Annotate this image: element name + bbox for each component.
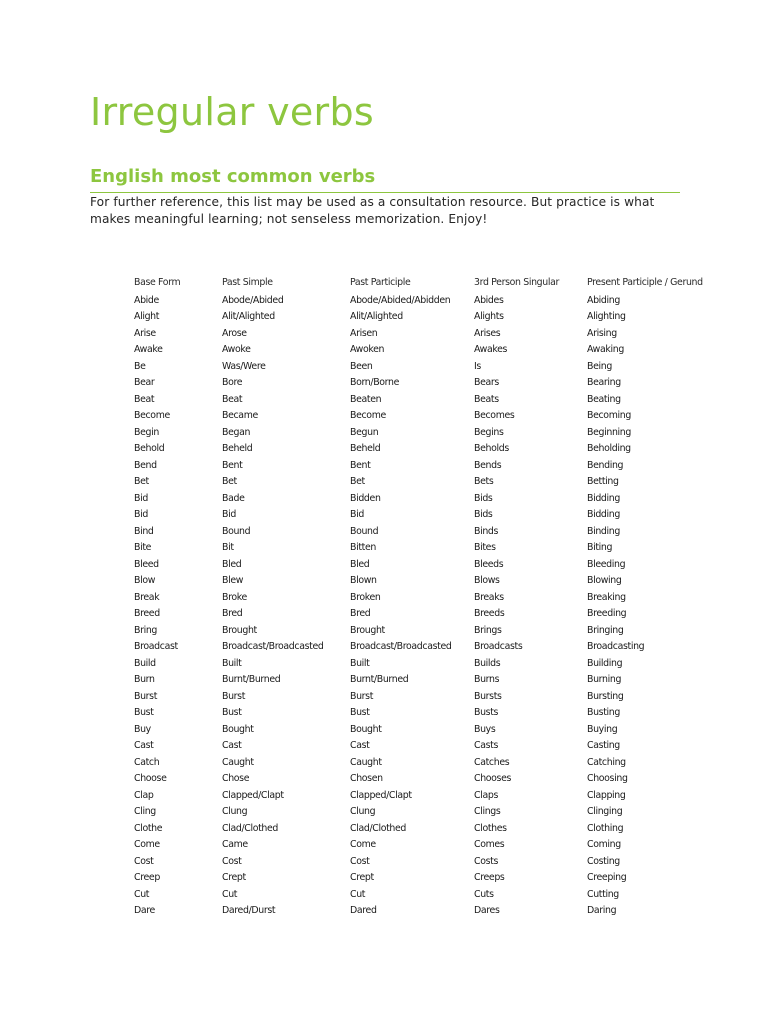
table-row [134,457,703,474]
cell-present-participle: Clinging [587,806,623,818]
cell-past-participle: Burst [350,690,374,702]
table-row [134,375,703,392]
cell-past-participle: Bled [350,558,370,570]
column-header-past-simple: Past Simple [222,277,273,288]
cell-past-simple: Cost [222,855,242,867]
cell-past-participle: Broadcast/Broadcasted [350,641,452,653]
cell-present-participle: Awaking [587,344,624,356]
table-row [134,804,703,821]
table-row [134,309,703,326]
cell-past-participle: Become [350,410,386,422]
cell-past-participle: Bitten [350,542,376,554]
cell-third-person-singular: Becomes [474,410,515,422]
cell-third-person-singular: Bursts [474,690,502,702]
cell-third-person-singular: Comes [474,839,505,851]
cell-past-participle: Bid [350,509,364,521]
cell-third-person-singular: Casts [474,740,498,752]
table-row [134,886,703,903]
subtitle-divider [90,192,680,193]
cell-past-simple: Beat [222,393,243,405]
cell-base-form: Bear [134,377,155,389]
cell-present-participle: Bursting [587,690,624,702]
cell-present-participle: Binding [587,525,620,537]
cell-base-form: Come [134,839,160,851]
table-row [134,903,703,920]
cell-present-participle: Broadcasting [587,641,645,653]
cell-past-simple: Built [222,657,242,669]
cell-third-person-singular: Arises [474,327,501,339]
cell-past-simple: Was/Were [222,360,266,372]
cell-base-form: Behold [134,443,165,455]
table-row [134,507,703,524]
cell-third-person-singular: Costs [474,855,498,867]
cell-base-form: Creep [134,872,160,884]
cell-third-person-singular: Begins [474,426,504,438]
cell-base-form: Buy [134,723,151,735]
table-header [134,274,703,291]
cell-base-form: Bet [134,476,149,488]
cell-base-form: Choose [134,773,167,785]
cell-past-participle: Awoken [350,344,385,356]
cell-base-form: Breed [134,608,160,620]
cell-present-participle: Breaking [587,591,626,603]
cell-present-participle: Arising [587,327,617,339]
cell-present-participle: Betting [587,476,619,488]
cell-past-simple: Crept [222,872,246,884]
cell-base-form: Cost [134,855,154,867]
cell-present-participle: Being [587,360,612,372]
cell-past-simple: Cut [222,888,238,900]
cell-third-person-singular: Cuts [474,888,494,900]
cell-past-participle: Clapped/Clapt [350,789,412,801]
cell-past-participle: Bought [350,723,382,735]
cell-past-simple: Dared/Durst [222,905,276,917]
cell-third-person-singular: Claps [474,789,498,801]
cell-third-person-singular: Broadcasts [474,641,523,653]
cell-past-participle: Caught [350,756,382,768]
table-row [134,606,703,623]
cell-present-participle: Cutting [587,888,619,900]
cell-past-simple: Bred [222,608,243,620]
cell-base-form: Build [134,657,156,669]
cell-present-participle: Choosing [587,773,628,785]
cell-base-form: Bleed [134,558,159,570]
cell-base-form: Bid [134,492,148,504]
cell-third-person-singular: Buys [474,723,496,735]
table-row [134,441,703,458]
table-row [134,738,703,755]
cell-base-form: Arise [134,327,156,339]
table-row [134,688,703,705]
cell-past-simple: Caught [222,756,254,768]
table-row [134,490,703,507]
cell-third-person-singular: Clings [474,806,501,818]
cell-present-participle: Abiding [587,294,620,306]
cell-present-participle: Bringing [587,624,624,636]
cell-third-person-singular: Chooses [474,773,512,785]
cell-base-form: Bite [134,542,152,554]
cell-past-simple: Cast [222,740,242,752]
cell-base-form: Cast [134,740,154,752]
cell-third-person-singular: Bites [474,542,496,554]
cell-past-simple: Bled [222,558,242,570]
cell-base-form: Bind [134,525,154,537]
table-row [134,870,703,887]
cell-third-person-singular: Beholds [474,443,509,455]
cell-past-simple: Bade [222,492,245,504]
cell-third-person-singular: Alights [474,311,504,323]
cell-past-simple: Broke [222,591,247,603]
cell-past-simple: Abode/Abided [222,294,284,306]
cell-base-form: Alight [134,311,160,323]
cell-past-participle: Been [350,360,373,372]
cell-present-participle: Blowing [587,575,622,587]
table-row [134,291,703,309]
cell-past-simple: Awoke [222,344,251,356]
cell-third-person-singular: Catches [474,756,510,768]
cell-third-person-singular: Builds [474,657,501,669]
cell-base-form: Abide [134,294,159,306]
cell-past-simple: Bore [222,377,243,389]
table-row [134,672,703,689]
cell-base-form: Be [134,360,146,372]
table-row [134,325,703,342]
cell-third-person-singular: Beats [474,393,499,405]
cell-base-form: Break [134,591,160,603]
cell-base-form: Bring [134,624,158,636]
column-header-past-participle: Past Participle [350,277,411,288]
cell-present-participle: Bidding [587,509,620,521]
cell-base-form: Catch [134,756,160,768]
cell-present-participle: Catching [587,756,626,768]
cell-third-person-singular: Awakes [474,344,508,356]
cell-third-person-singular: Bears [474,377,499,389]
cell-base-form: Begin [134,426,159,438]
cell-present-participle: Bearing [587,377,621,389]
table-row [134,408,703,425]
cell-third-person-singular: Blows [474,575,500,587]
cell-base-form: Dare [134,905,155,917]
cell-past-simple: Clung [222,806,248,818]
cell-past-simple: Came [222,839,248,851]
cell-base-form: Cling [134,806,156,818]
cell-past-simple: Clapped/Clapt [222,789,284,801]
page-subtitle: English most common verbs [90,166,376,187]
cell-past-participle: Dared [350,905,377,917]
table-row [134,787,703,804]
table-row [134,424,703,441]
table-row [134,639,703,656]
table-row [134,474,703,491]
cell-third-person-singular: Brings [474,624,502,636]
table-row [134,837,703,854]
table-row [134,358,703,375]
cell-past-participle: Blown [350,575,377,587]
cell-past-simple: Bet [222,476,237,488]
cell-past-participle: Bred [350,608,371,620]
cell-third-person-singular: Bleeds [474,558,504,570]
table-row [134,754,703,771]
table-row [134,721,703,738]
cell-third-person-singular: Burns [474,674,500,686]
cell-third-person-singular: Binds [474,525,499,537]
cell-third-person-singular: Bends [474,459,502,471]
cell-third-person-singular: Busts [474,707,499,719]
cell-past-simple: Burst [222,690,246,702]
cell-past-simple: Beheld [222,443,253,455]
cell-past-simple: Arose [222,327,247,339]
cell-present-participle: Bleeding [587,558,626,570]
cell-present-participle: Biting [587,542,613,554]
cell-third-person-singular: Dares [474,905,500,917]
irregular-verbs-table [134,274,703,919]
cell-past-simple: Alit/Alighted [222,311,275,323]
cell-third-person-singular: Breeds [474,608,505,620]
page-title: Irregular verbs [90,90,374,134]
cell-past-simple: Bit [222,542,234,554]
cell-past-simple: Burnt/Burned [222,674,281,686]
cell-third-person-singular: Clothes [474,822,507,834]
table-row [134,589,703,606]
table-row [134,771,703,788]
table-row [134,556,703,573]
cell-third-person-singular: Bids [474,509,493,521]
cell-past-simple: Began [222,426,251,438]
column-header-base-form: Base Form [134,277,181,288]
cell-past-simple: Bust [222,707,242,719]
table-body [134,291,703,919]
cell-present-participle: Busting [587,707,620,719]
intro-paragraph: For further reference, this list may be used as a consultation resource. But practice is what makes meaningful learning; not senseless memorization. Enjoy! [90,195,655,226]
table-header-row [134,274,703,291]
cell-past-simple: Blew [222,575,244,587]
cell-past-simple: Bought [222,723,254,735]
cell-past-participle: Cut [350,888,366,900]
table-row [134,523,703,540]
table-row [134,820,703,837]
table-row [134,655,703,672]
cell-past-participle: Clung [350,806,376,818]
cell-present-participle: Clothing [587,822,624,834]
cell-present-participle: Beginning [587,426,631,438]
table-row [134,622,703,639]
cell-third-person-singular: Bids [474,492,493,504]
cell-present-participle: Coming [587,839,621,851]
cell-past-participle: Cost [350,855,370,867]
cell-base-form: Beat [134,393,155,405]
table-row [134,540,703,557]
cell-base-form: Bust [134,707,154,719]
cell-past-participle: Born/Borne [350,377,400,389]
cell-base-form: Become [134,410,170,422]
column-header-present-participle: Present Participle / Gerund [587,277,703,288]
cell-past-simple: Clad/Clothed [222,822,279,834]
cell-past-participle: Arisen [350,327,378,339]
cell-past-participle: Come [350,839,376,851]
cell-present-participle: Bending [587,459,624,471]
cell-past-participle: Crept [350,872,374,884]
cell-present-participle: Alighting [587,311,626,323]
cell-past-participle: Clad/Clothed [350,822,407,834]
cell-base-form: Bend [134,459,157,471]
cell-present-participle: Daring [587,905,617,917]
cell-past-participle: Bet [350,476,365,488]
cell-base-form: Burst [134,690,158,702]
cell-past-participle: Begun [350,426,379,438]
cell-base-form: Bid [134,509,148,521]
cell-past-participle: Bust [350,707,370,719]
cell-past-participle: Chosen [350,773,383,785]
cell-past-simple: Broadcast/Broadcasted [222,641,324,653]
cell-past-simple: Bound [222,525,251,537]
cell-present-participle: Beholding [587,443,631,455]
cell-third-person-singular: Creeps [474,872,505,884]
table-row [134,391,703,408]
cell-present-participle: Breeding [587,608,627,620]
cell-third-person-singular: Breaks [474,591,504,603]
cell-past-simple: Bid [222,509,236,521]
cell-present-participle: Clapping [587,789,626,801]
cell-base-form: Blow [134,575,156,587]
cell-past-participle: Cast [350,740,370,752]
cell-past-participle: Bent [350,459,371,471]
column-header-third-person-singular: 3rd Person Singular [474,277,560,288]
cell-past-simple: Became [222,410,258,422]
cell-base-form: Awake [134,344,163,356]
cell-present-participle: Creeping [587,872,627,884]
cell-past-participle: Alit/Alighted [350,311,403,323]
cell-base-form: Broadcast [134,641,178,653]
cell-present-participle: Buying [587,723,618,735]
table-row [134,705,703,722]
cell-third-person-singular: Bets [474,476,494,488]
cell-past-participle: Brought [350,624,385,636]
cell-present-participle: Beating [587,393,621,405]
cell-present-participle: Becoming [587,410,631,422]
cell-base-form: Burn [134,674,155,686]
cell-past-simple: Bent [222,459,243,471]
cell-present-participle: Casting [587,740,620,752]
cell-base-form: Clothe [134,822,163,834]
cell-third-person-singular: Is [474,360,481,372]
table-row [134,573,703,590]
cell-present-participle: Bidding [587,492,620,504]
cell-past-participle: Bound [350,525,379,537]
cell-past-simple: Brought [222,624,257,636]
cell-past-participle: Broken [350,591,381,603]
cell-present-participle: Building [587,657,623,669]
cell-past-participle: Bidden [350,492,381,504]
cell-base-form: Clap [134,789,154,801]
cell-past-participle: Built [350,657,370,669]
cell-present-participle: Costing [587,855,620,867]
table-row [134,853,703,870]
cell-past-participle: Beaten [350,393,382,405]
cell-past-participle: Burnt/Burned [350,674,409,686]
cell-past-participle: Abode/Abided/Abidden [350,294,451,306]
cell-third-person-singular: Abides [474,294,504,306]
cell-base-form: Cut [134,888,150,900]
cell-past-simple: Chose [222,773,250,785]
cell-past-participle: Beheld [350,443,381,455]
table-row [134,342,703,359]
cell-present-participle: Burning [587,674,622,686]
